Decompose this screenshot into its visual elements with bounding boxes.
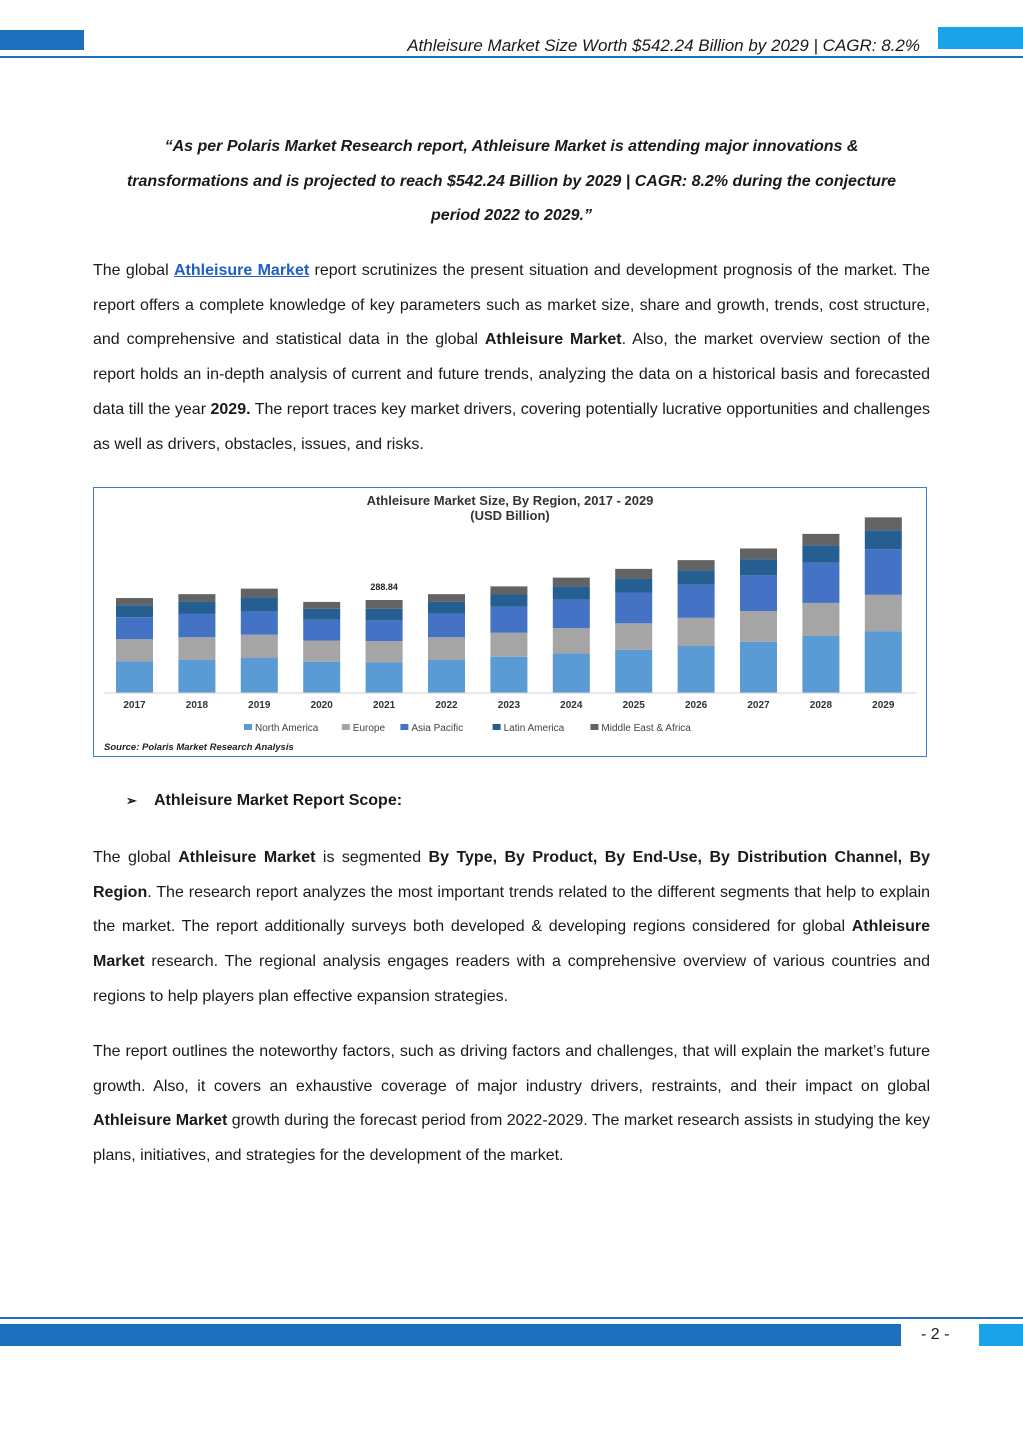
bar-2029-latin-america (865, 530, 902, 549)
bar-2025-north-america (615, 650, 652, 693)
bar-2026-asia-pacific (678, 585, 715, 618)
bar-2024-europe (553, 628, 590, 653)
scope-heading (126, 792, 402, 810)
bar-2028-europe (802, 603, 839, 636)
pull-quote (93, 130, 930, 234)
bar-2018-middle-east-africa (178, 594, 215, 601)
bar-2027-latin-america (740, 559, 777, 575)
x-tick-label: 2023 (497, 700, 521, 711)
footer-accent-bar (0, 1324, 901, 1346)
bar-2017-north-america (116, 661, 153, 693)
bar-2024-latin-america (553, 586, 590, 599)
legend-label: Asia Pacific (411, 723, 464, 734)
bar-2027-middle-east-africa (740, 548, 777, 559)
x-tick-label: 2018 (185, 700, 209, 711)
bar-2018-asia-pacific (178, 614, 215, 637)
factors-text-2: growth during the forecast period from 2022-2029. The market research assists in studying the key plans, initiatives, and strategies for the development of the market. (93, 1112, 930, 1165)
header-rule (0, 56, 1023, 58)
bar-2025-middle-east-africa (615, 569, 652, 579)
bar-2024-middle-east-africa (553, 578, 590, 587)
bar-2026-north-america (678, 646, 715, 693)
bar-2023-asia-pacific (490, 607, 527, 633)
bar-2020-asia-pacific (303, 620, 340, 641)
bar-2022-asia-pacific (428, 614, 465, 638)
legend-label: Europe (352, 723, 386, 734)
factors-text-1: The report outlines the noteworthy factors, such as driving factors and challenges, that will explain the market’s future growth. Also, it covers an exhaustive coverage of major industry drivers, restraints, and their impact on global (93, 1043, 930, 1095)
bar-2025-europe (615, 623, 652, 650)
scope-heading-text: Athleisure Market Report Scope: (154, 792, 403, 809)
bar-2022-north-america (428, 660, 465, 693)
x-tick-label: 2021 (372, 700, 396, 711)
intro-bold-2: 2029. (210, 400, 251, 418)
bar-2019-europe (241, 635, 278, 658)
bar-2018-europe (178, 637, 215, 660)
intro-text-2: report scrutinizes the present situation and development prognosis of the market. The report offers a complete knowledge of key parameters such as market size, share and growth, trends, cost structure, and comprehensive and statistical data in the global (93, 262, 930, 349)
bar-2024-asia-pacific (553, 600, 590, 629)
bar-2027-north-america (740, 642, 777, 693)
bar-2028-asia-pacific (802, 563, 839, 603)
intro-text-3: . Also, the market overview section of the report holds an in-depth analysis of current and future trends, analyzing the data on a historical basis and forecasted data till the year (93, 331, 930, 418)
bar-2021-latin-america (366, 609, 403, 620)
legend-swatch (342, 724, 350, 730)
factors-paragraph (93, 1035, 930, 1174)
intro-text-1: The global (93, 262, 174, 279)
legend-swatch (493, 724, 501, 730)
chart-canvas (94, 488, 926, 756)
bar-2017-europe (116, 639, 153, 661)
x-tick-label: 2017 (123, 700, 146, 711)
legend-label: Latin America (503, 723, 565, 734)
chart-subtitle: (USD Billion) (470, 508, 550, 523)
intro-text-4: The report traces key market drivers, covering potentially lucrative opportunities and challenges as well as drivers, obstacles, issues, and risks. (93, 400, 930, 453)
x-tick-label: 2025 (622, 700, 645, 711)
bar-2025-latin-america (615, 579, 652, 593)
scope-text-1: The global (93, 849, 179, 866)
scope-text-4: research. The regional analysis engages readers with a comprehensive overview of various countries and regions to help players plan effective expansion strategies. (93, 953, 930, 1005)
bar-2019-asia-pacific (241, 611, 278, 635)
footer-accent-bar-right (979, 1324, 1023, 1346)
bar-2020-middle-east-africa (303, 602, 340, 609)
x-tick-label: 2027 (747, 700, 770, 711)
legend-swatch (400, 724, 408, 730)
market-size-chart (93, 487, 927, 757)
header-accent-bar-left (0, 30, 84, 50)
page-number: - 2 - (921, 1326, 950, 1343)
bar-2019-north-america (241, 658, 278, 693)
bar-2023-europe (490, 633, 527, 657)
bar-2023-latin-america (490, 594, 527, 606)
bar-2026-europe (678, 618, 715, 646)
bar-2023-middle-east-africa (490, 586, 527, 594)
bar-2021-asia-pacific (366, 620, 403, 641)
bar-2022-europe (428, 637, 465, 660)
intro-bold-1: Athleisure Market (484, 331, 622, 349)
pull-quote-line-3: period 2022 to 2029.” (431, 207, 592, 224)
bar-2018-north-america (178, 660, 215, 693)
intro-paragraph (93, 254, 930, 462)
bar-2029-middle-east-africa (865, 517, 902, 530)
bar-2017-middle-east-africa (116, 598, 153, 605)
bar-2027-asia-pacific (740, 575, 777, 611)
header-accent-bar-right (938, 27, 1023, 49)
bar-2028-middle-east-africa (802, 534, 839, 545)
chart-title: Athleisure Market Size, By Region, 2017 - 2029 (366, 493, 654, 508)
bar-2019-middle-east-africa (241, 589, 278, 598)
legend-swatch (244, 724, 252, 730)
x-tick-label: 2028 (809, 700, 833, 711)
x-tick-label: 2020 (310, 700, 333, 711)
scope-bold-1: Athleisure Market (178, 849, 316, 866)
bar-2029-north-america (865, 631, 902, 693)
bar-2022-middle-east-africa (428, 594, 465, 602)
bar-2026-middle-east-africa (678, 560, 715, 570)
legend-label: North America (255, 723, 319, 734)
bar-2023-north-america (490, 657, 527, 693)
bar-2022-latin-america (428, 602, 465, 614)
bar-2024-north-america (553, 653, 590, 693)
scope-text-3: . The research report analyzes the most important trends related to the different segments that help to explain the market. The report additionally surveys both developed & developing regions considered for global (93, 883, 930, 936)
legend-label: Middle East & Africa (601, 723, 691, 734)
x-tick-label: 2019 (248, 700, 271, 711)
data-label-2021: 288.84 (370, 581, 398, 592)
scope-bold-2: By Type, By Product, By End-Use, By Distribution Channel, By Region (93, 849, 931, 901)
bar-2020-europe (303, 641, 340, 662)
bar-2026-latin-america (678, 570, 715, 585)
bar-2025-asia-pacific (615, 593, 652, 624)
bar-2028-latin-america (802, 545, 839, 563)
x-tick-label: 2022 (435, 700, 458, 711)
bar-2020-latin-america (303, 609, 340, 620)
athleisure-market-link[interactable]: Athleisure Market (174, 262, 310, 279)
header-title: Athleisure Market Size Worth $542.24 Billion by 2029 | CAGR: 8.2% (407, 36, 920, 55)
bar-2021-north-america (366, 663, 403, 693)
factors-bold-1: Athleisure Market (93, 1112, 228, 1130)
pull-quote-line-1: “As per Polaris Market Research report, Athleisure Market is attending major innovations & (164, 138, 859, 155)
bar-2020-north-america (303, 662, 340, 693)
scope-text-2: is segmented (315, 849, 429, 866)
legend-swatch (590, 724, 598, 730)
bar-2027-europe (740, 611, 777, 642)
footer-rule (0, 1317, 1023, 1319)
scope-bold-3: Athleisure Market (93, 918, 930, 971)
bar-2021-europe (366, 641, 403, 662)
pull-quote-line-2: transformations and is projected to reach $542.24 Billion by 2029 | CAGR: 8.2% during the conjecture (126, 172, 897, 190)
bar-2029-asia-pacific (865, 549, 902, 595)
arrow-bullet-icon: ➢ (126, 793, 137, 808)
chart-source: Source: Polaris Market Research Analysis (104, 742, 294, 753)
bar-2021-middle-east-africa (366, 600, 403, 609)
bar-2029-europe (865, 595, 902, 632)
bar-2028-north-america (802, 636, 839, 693)
bar-2017-latin-america (116, 605, 153, 617)
x-tick-label: 2029 (872, 700, 895, 711)
bar-2017-asia-pacific (116, 617, 153, 639)
scope-paragraph (93, 841, 930, 1015)
bar-2019-latin-america (241, 597, 278, 611)
x-tick-label: 2026 (684, 700, 708, 711)
bar-2018-latin-america (178, 602, 215, 614)
x-tick-label: 2024 (560, 700, 583, 711)
